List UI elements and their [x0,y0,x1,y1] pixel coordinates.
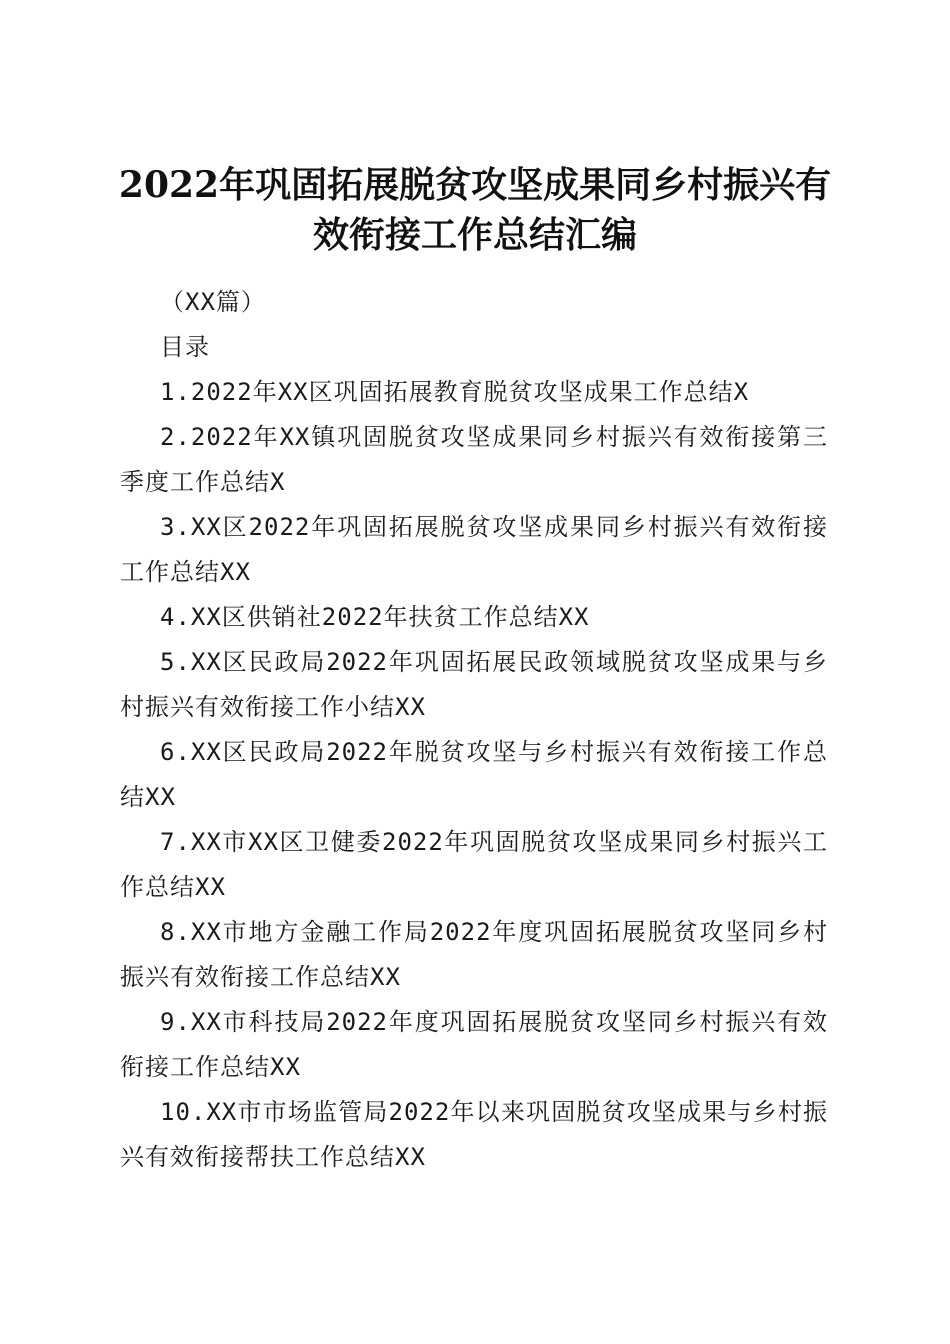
toc-item-10: 10.XX市市场监管局2022年以来巩固脱贫攻坚成果与乡村振兴有效衔接帮扶工作总结XX [120,1098,828,1171]
document-title-line-1: 2022年巩固拓展脱贫攻坚成果同乡村振兴有 [118,164,832,207]
document-body [120,280,828,1180]
toc-item-6: 6.XX区民政局2022年脱贫攻坚与乡村振兴有效衔接工作总结XX [120,738,828,811]
toc-item-9: 9.XX市科技局2022年度巩固拓展脱贫攻坚同乡村振兴有效衔接工作总结XX [120,1008,828,1081]
toc-item-8: 8.XX市地方金融工作局2022年度巩固拓展脱贫攻坚同乡村振兴有效衔接工作总结XX [120,918,828,991]
document-title [100,160,850,260]
toc-item-1: 1.2022年XX区巩固拓展教育脱贫攻坚成果工作总结X [160,378,750,406]
toc-item-3: 3.XX区2022年巩固拓展脱贫攻坚成果同乡村振兴有效衔接工作总结XX [120,513,828,586]
toc-item-7: 7.XX市XX区卫健委2022年巩固脱贫攻坚成果同乡村振兴工作总结XX [120,828,828,901]
toc-item-5: 5.XX区民政局2022年巩固拓展民政领域脱贫攻坚成果与乡村振兴有效衔接工作小结XX [120,648,828,721]
toc-item-4: 4.XX区供销社2022年扶贫工作总结XX [160,603,590,631]
toc-item-2: 2.2022年XX镇巩固脱贫攻坚成果同乡村振兴有效衔接第三季度工作总结X [120,423,828,496]
table-of-contents [120,370,828,1180]
document-title-line-2: 效衔接工作总结汇编 [312,214,637,257]
toc-heading: 目录 [160,333,210,361]
count-note: （XX篇） [160,288,266,316]
